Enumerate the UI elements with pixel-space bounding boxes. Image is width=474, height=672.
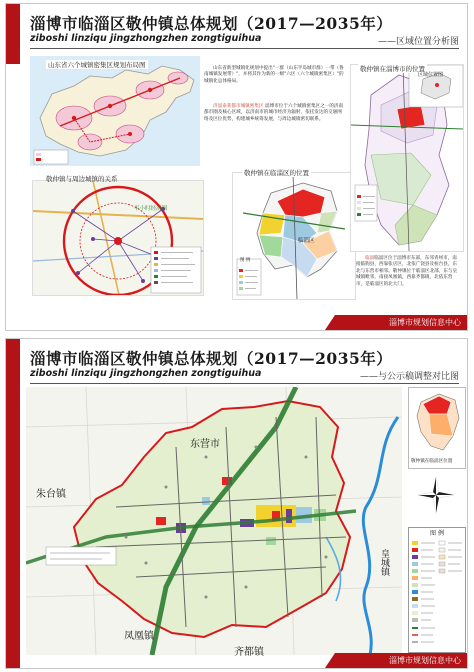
- intro-text: 山东省新型城镇化规划中提出"一群（山东半岛城市群）一带（鲁南城镇发展带）"，并将其作为新的一级"六区（六个城镇密集区）"的城镇化总体格局。: [204, 66, 344, 84]
- map-legend: [408, 527, 466, 653]
- panel-location-analysis: [5, 3, 468, 331]
- intro-paragraph: [204, 66, 346, 85]
- map-surrounding-towns[interactable]: [32, 180, 204, 296]
- panel-accent-bar-2: [6, 339, 20, 668]
- label-fenghuang: 凤凰镇: [124, 631, 154, 642]
- label-dongying: 东营市: [190, 439, 220, 450]
- footer-text-2: 淄博市规划信息中心: [389, 656, 461, 665]
- footer-badge: [335, 315, 467, 330]
- map-b-caption: 敬仲镇与周边城镇的关系: [46, 175, 118, 183]
- page-subtitle-pinyin-2: ziboshi linziqu jingzhongzhen zongtiguihua: [30, 368, 262, 379]
- linzi-district-label: 临淄区: [298, 238, 315, 244]
- town-plan-map[interactable]: [26, 387, 402, 655]
- half-hour-circle-label: 半小时经济圈: [134, 206, 168, 212]
- page-title: 淄博市临淄区敬仲镇总体规划（2017—2035年）: [30, 14, 393, 33]
- map-a-caption: 山东省六个城镇密集区规划布局图: [48, 61, 146, 69]
- map-c-legend-title: 图 例: [240, 258, 251, 263]
- legend-title: 图 例: [430, 530, 444, 537]
- label-zhutai: 朱台镇: [36, 489, 66, 500]
- intro-paragraph-2: [204, 104, 346, 123]
- panel-accent-bar: [6, 4, 20, 64]
- section-title-2: ——与公示稿调整对比图: [359, 372, 459, 382]
- inset-map-linzi[interactable]: [408, 387, 466, 469]
- footer-text: 淄博市规划信息中心: [389, 318, 461, 327]
- title-divider-2: [30, 383, 459, 384]
- section-title: ——区域位置分析图: [377, 37, 459, 47]
- intro-highlight: 济淄泰莱都市城镇密集区: [213, 104, 264, 109]
- intro-text-2: 淄博市位于六个城镇密集区之一的济南都市圈及核心区域，以济南市的城市经济为辐射，依托发达的交通网络及区位优势，构建城乡统筹发展，与周边城镇密切联系。: [204, 104, 344, 122]
- inset-caption: 敬仲镇在临淄区位置: [411, 459, 453, 464]
- label-qidu: 齐都镇: [234, 647, 264, 658]
- right-text: 临淄区位于淄博市东部，东邻青州市，南接临朐县，西靠张店区，北依广饶县及桓台县，东北与东营市相邻。敬仲镇位于临淄区北部，东与皇城镇毗邻，南接凤凰镇，西靠齐都镇，北依东营市，是临淄区的北大门。: [356, 256, 458, 287]
- map-zibo-position[interactable]: [350, 64, 464, 252]
- map-d-inset-title: 区域位置图: [418, 72, 444, 78]
- map-linzi-position[interactable]: [232, 172, 356, 300]
- right-paragraph: [356, 256, 460, 288]
- map-shandong-clusters[interactable]: [30, 56, 200, 166]
- page-subtitle-pinyin: ziboshi linziqu jingzhongzhen zongtiguihua: [30, 33, 262, 44]
- footer-badge-2: [335, 653, 467, 668]
- page-title-2: 淄博市临淄区敬仲镇总体规划（2017—2035年）: [30, 349, 393, 368]
- map-d-caption: 敬仲镇在淄博市的位置: [360, 65, 425, 73]
- north-arrow-icon: [418, 477, 454, 513]
- label-huangcheng: 皇城镇: [379, 549, 389, 576]
- map-c-caption: 敬仲镇在临淄区的位置: [244, 169, 309, 177]
- title-divider: [30, 48, 459, 49]
- right-text-highlight-1: 临淄: [365, 256, 375, 261]
- panel-comparison: [5, 338, 468, 669]
